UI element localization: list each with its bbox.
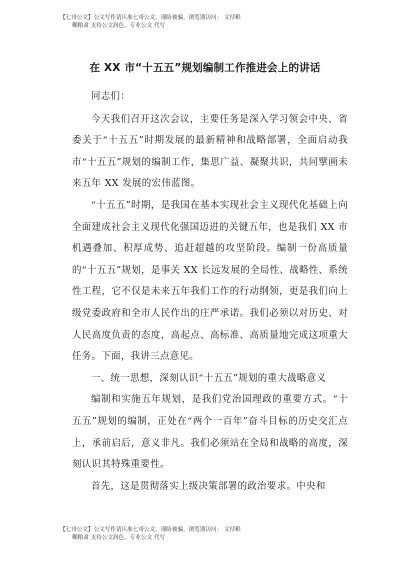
section-heading-1: 一、统一思想，深刻认识“十五五”规划的重大战略意义 bbox=[91, 372, 327, 384]
document-title: 在 XX 市“十五五”规划编制工作推进会上的讲话 bbox=[89, 62, 321, 74]
header-watermark-line1: 【七哥公文】公文写作请认准七哥公文，谨防被骗，浏览器访问： 文持粮 bbox=[60, 15, 241, 21]
footer-watermark bbox=[60, 526, 360, 542]
salutation: 同志们： bbox=[91, 91, 131, 102]
header-watermark-line2: 糊粮肃 支持公文润色，专业公文 代写 bbox=[72, 23, 166, 29]
header-watermark bbox=[60, 14, 360, 30]
paragraph-significance: 编制和实施五年规划，是我们党治国理政的重要方式。“十五五”规划的编制，正处在“两个一百年”奋斗目标的历史交汇点上，承前启后，意义非凡。我们必须站在全局和战略的高度，深刻认识其特殊重要性。 bbox=[72, 394, 348, 471]
paragraph-context: “十五五”时期，是我国在基本实现社会主义现代化基础上向全面建成社会主义现代化强国迈进的关键五年，也是我们 XX 市机遇叠加、积厚成势、追赶超越的攻坚阶段。编制一份高质量的“十五五”规划，是事关 XX 长远发展的全局性、战略性、系统性工程，它不仅是未来五年我们工作的行动纲领，更是我们向上级党委政府和全市人民作出的庄严承诺。我们必须以对历史、对人民高度负责的态度，高起点、高标准、高质量地完成这项重大任务。下面，我讲三点意见。 bbox=[72, 199, 348, 363]
footer-watermark-line2: 糊粮肃 支持公文润色，专业公文 代写 bbox=[72, 535, 166, 541]
paragraph-first-point: 首先，这是贯彻落实上级决策部署的政治要求。中央和 bbox=[91, 480, 326, 492]
footer-watermark-line1: 【七哥公文】公文写作请认准七哥公文，谨防被骗，浏览器访问： 文持粮 bbox=[60, 527, 241, 533]
document-body bbox=[72, 86, 348, 497]
paragraph-opening: 今天我们召开这次会议，主要任务是深入学习领会中央、省委关于“十五五”时期发展的最新精神和战略部署，全面启动我市“十五五”规划的编制工作，集思广益、凝聚共识，共同擘画未来五年 XX 发展的宏伟蓝图。 bbox=[72, 113, 348, 190]
